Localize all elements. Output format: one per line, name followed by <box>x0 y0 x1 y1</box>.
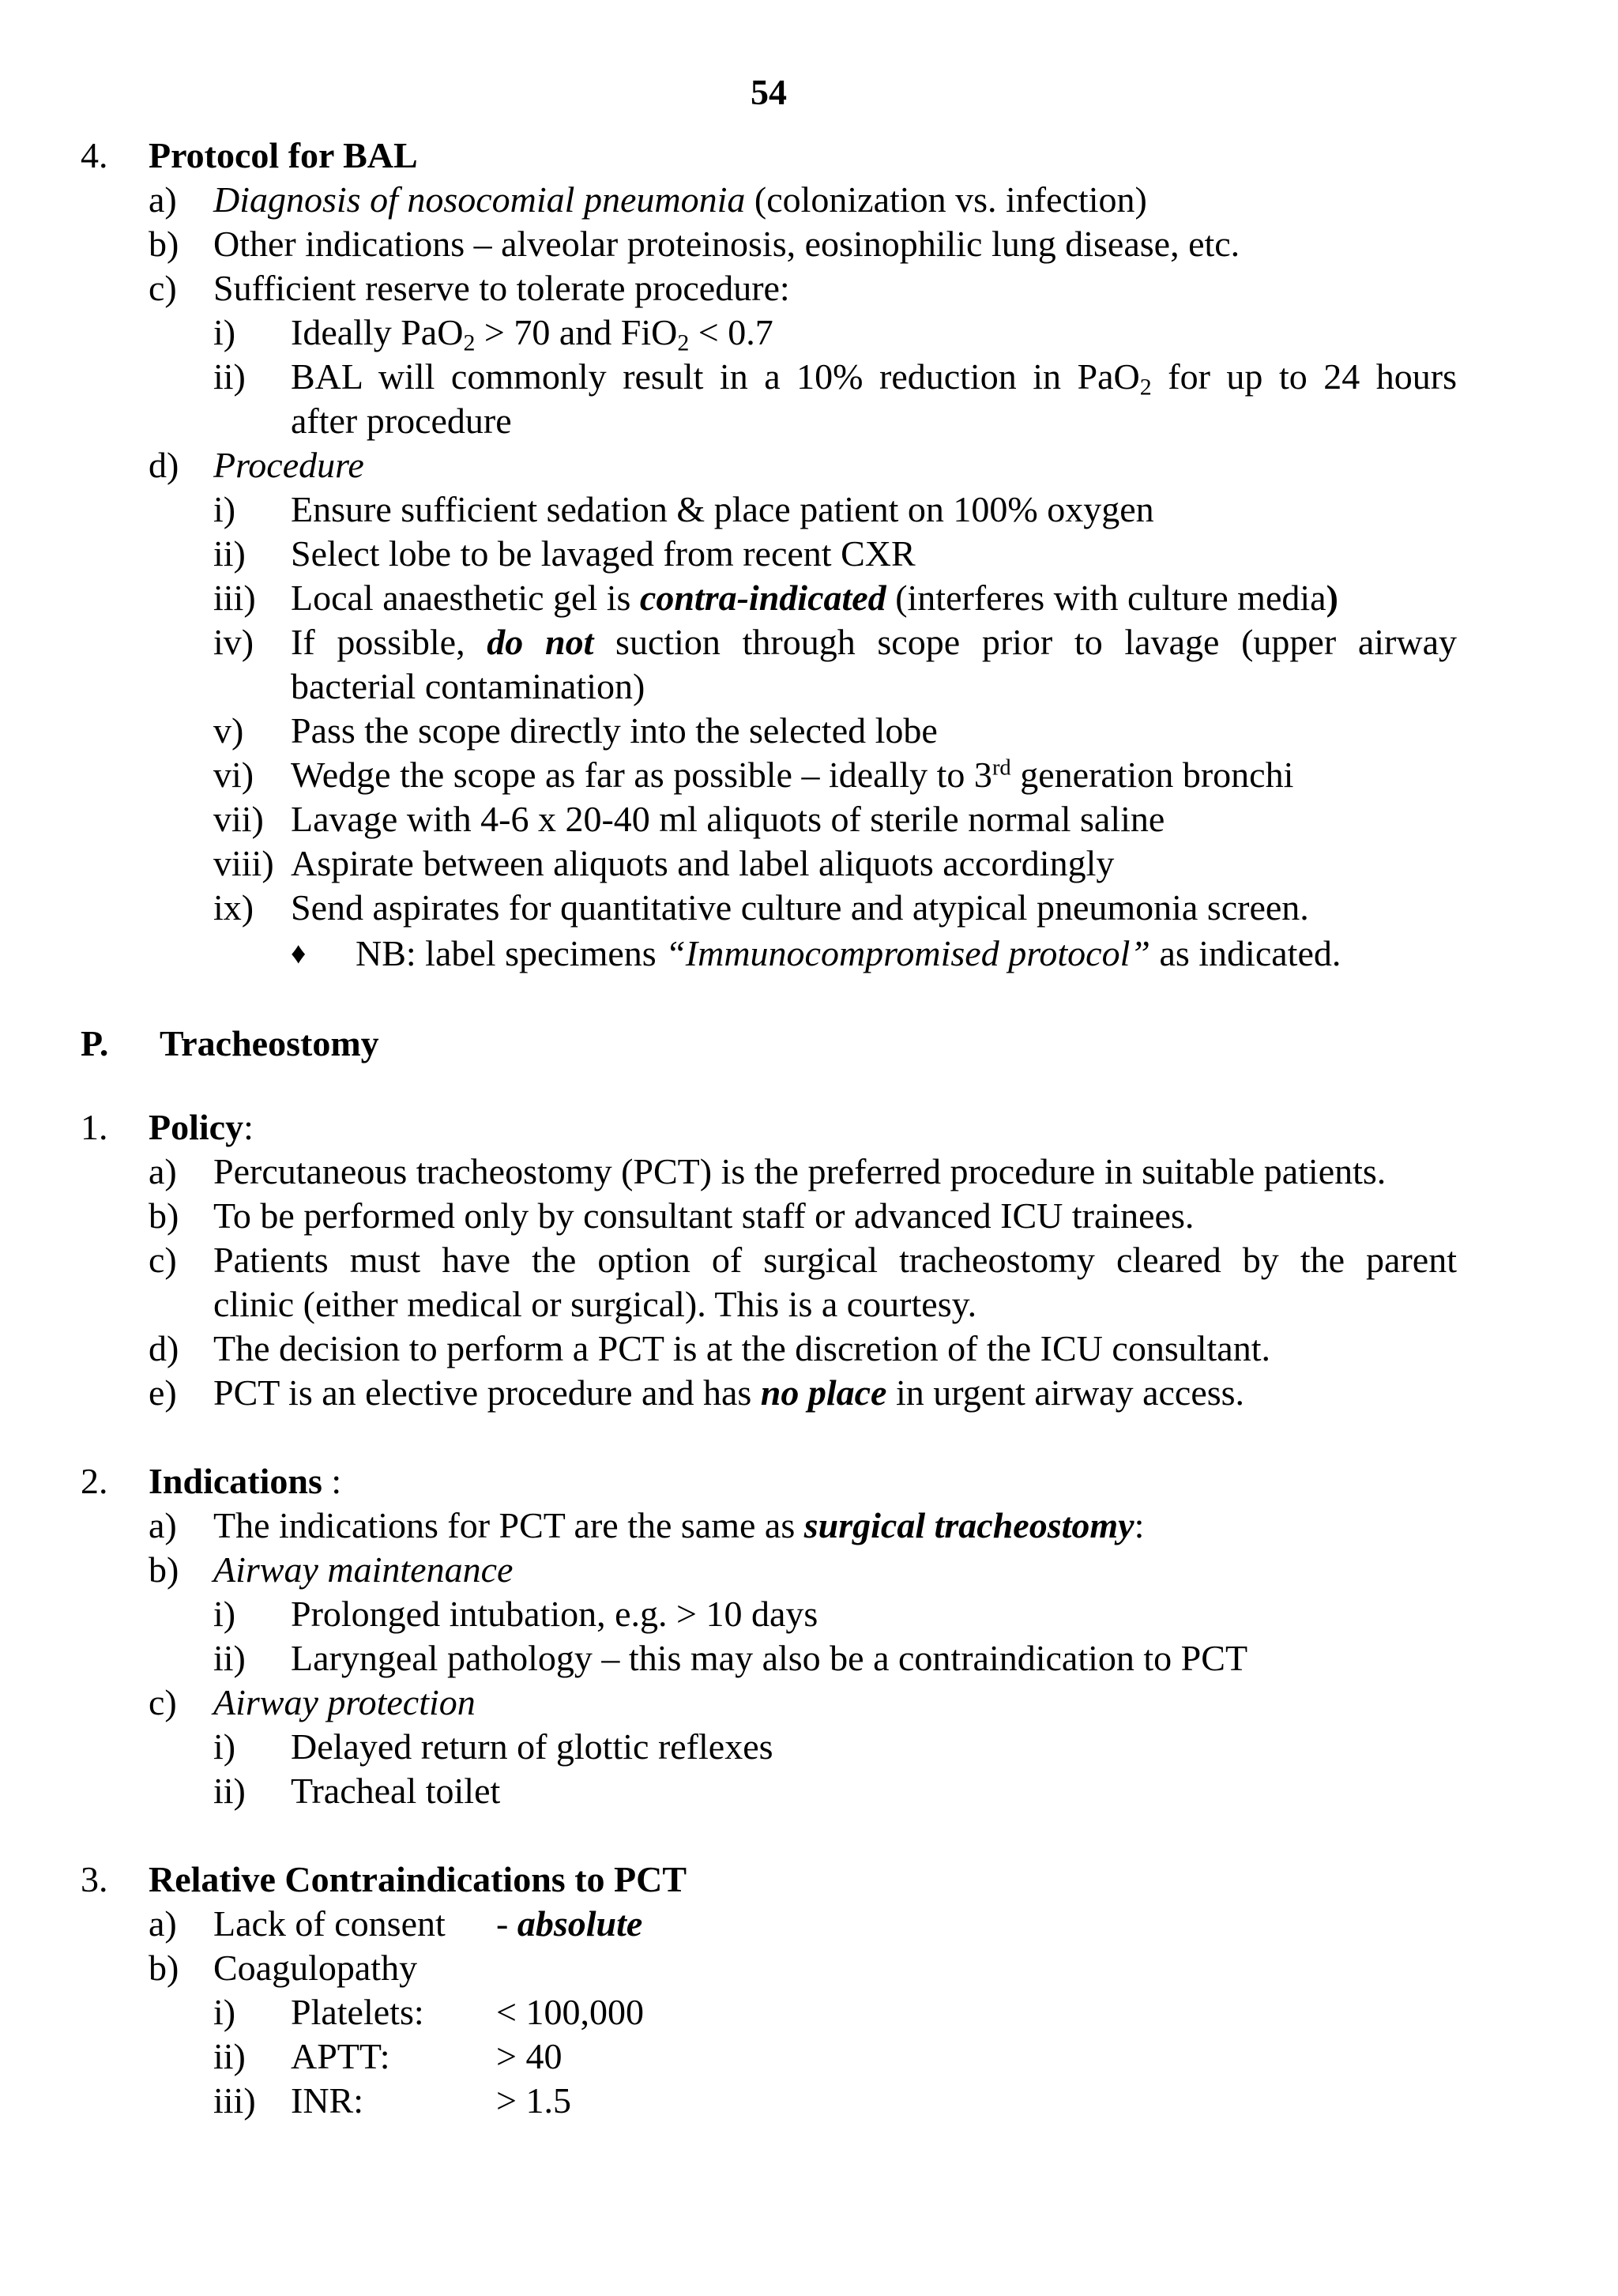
list-item: Patients must have the option of surgical tracheostomy cleared by the parent <box>213 1240 1457 1280</box>
item-marker: a) <box>149 1505 177 1545</box>
list-item: Prolonged intubation, e.g. > 10 days <box>291 1594 818 1634</box>
lab-threshold: > 1.5 <box>496 2080 571 2121</box>
item-marker: iv) <box>213 622 254 662</box>
page-number: 54 <box>751 72 787 112</box>
item-marker: i) <box>213 312 236 352</box>
item-marker: i) <box>213 1594 236 1634</box>
list-item-continuation: bacterial contamination) <box>291 666 645 706</box>
list-item: Lack of consent <box>213 1903 446 1944</box>
section-number: 4. <box>81 135 108 175</box>
list-item: Select lobe to be lavaged from recent CXR <box>291 533 916 574</box>
item-marker: c) <box>149 1240 177 1280</box>
item-marker: b) <box>149 224 179 264</box>
item-marker: vi) <box>213 755 254 795</box>
item-marker: ii) <box>213 356 246 397</box>
emphasis: do not <box>487 622 594 662</box>
item-marker: ix) <box>213 887 254 928</box>
list-item: The indications for PCT are the same as surgical tracheostomy: <box>213 1505 1145 1545</box>
list-item: PCT is an elective procedure and has no place in urgent airway access. <box>213 1372 1245 1413</box>
item-marker: viii) <box>213 843 274 883</box>
lab-label: Platelets: <box>291 1992 424 2032</box>
item-marker: b) <box>149 1195 179 1236</box>
list-item: Sufficient reserve to tolerate procedure: <box>213 268 790 308</box>
list-item: Laryngeal pathology – this may also be a contraindication to PCT <box>291 1638 1248 1678</box>
lab-label: APTT: <box>291 2036 390 2076</box>
list-item: Diagnosis of nosocomial pneumonia (colonization vs. infection) <box>213 179 1147 220</box>
list-item: Local anaesthetic gel is contra-indicated (interferes with culture media) <box>291 578 1338 618</box>
item-marker: e) <box>149 1372 177 1413</box>
list-item-qualifier: - absolute <box>496 1903 643 1944</box>
item-marker: iii) <box>213 578 256 618</box>
section-number: 2. <box>81 1461 108 1501</box>
emphasis: surgical tracheostomy <box>803 1505 1134 1545</box>
list-item-continuation: after procedure <box>291 401 512 441</box>
section-number: 3. <box>81 1859 108 1899</box>
list-item: Send aspirates for quantitative culture and atypical pneumonia screen. <box>291 887 1309 928</box>
emphasis: absolute <box>517 1903 643 1944</box>
list-item: Aspirate between aliquots and label aliquots accordingly <box>291 843 1115 883</box>
item-marker: iii) <box>213 2080 256 2121</box>
item-marker: ii) <box>213 1771 246 1811</box>
item-marker: i) <box>213 1726 236 1767</box>
list-item: Other indications – alveolar proteinosis, eosinophilic lung disease, etc. <box>213 224 1240 264</box>
note: NB: label specimens “Immunocompromised protocol” as indicated. <box>356 933 1341 973</box>
item-marker: v) <box>213 710 244 751</box>
emphasis: contra-indicated <box>639 578 886 618</box>
list-item: To be performed only by consultant staff or advanced ICU trainees. <box>213 1195 1195 1236</box>
subheading: Airway protection <box>213 1682 476 1722</box>
section-heading: Protocol for BAL <box>149 135 418 175</box>
section-heading: Indications : <box>149 1461 342 1501</box>
list-item: Pass the scope directly into the selected lobe <box>291 710 938 751</box>
list-item: Tracheal toilet <box>291 1771 501 1811</box>
section-heading: Relative Contraindications to PCT <box>149 1859 687 1899</box>
item-marker: c) <box>149 1682 177 1722</box>
list-item: BAL will commonly result in a 10% reduction in PaO$_2$ for up to 24 hours <box>291 356 1457 401</box>
list-item: The decision to perform a PCT is at the discretion of the ICU consultant. <box>213 1328 1270 1368</box>
list-item: Coagulopathy <box>213 1948 418 1988</box>
lab-threshold: < 100,000 <box>496 1992 644 2032</box>
list-item: Delayed return of glottic reflexes <box>291 1726 773 1767</box>
emphasis: “Immunocompromised protocol” <box>665 933 1150 973</box>
list-item: Wedge the scope as far as possible – ideally to 3rd generation bronchi <box>291 755 1294 795</box>
list-item: Ensure sufficient sedation & place patient on 100% oxygen <box>291 489 1154 529</box>
section-title: Tracheostomy <box>160 1023 379 1063</box>
emphasis: no place <box>760 1372 887 1413</box>
lab-threshold: > 40 <box>496 2036 563 2076</box>
diamond-bullet-icon: ♦ <box>291 937 307 970</box>
section-number: 1. <box>81 1107 108 1147</box>
subheading: Airway maintenance <box>213 1549 514 1590</box>
list-item-continuation: clinic (either medical or surgical). This is a courtesy. <box>213 1284 977 1324</box>
item-marker: i) <box>213 489 236 529</box>
item-marker: c) <box>149 268 177 308</box>
item-marker: ii) <box>213 533 246 574</box>
item-marker: ii) <box>213 1638 246 1678</box>
list-item: Percutaneous tracheostomy (PCT) is the preferred procedure in suitable patients. <box>213 1151 1387 1191</box>
item-marker: ii) <box>213 2036 246 2076</box>
item-marker: d) <box>149 445 179 485</box>
item-marker: d) <box>149 1328 179 1368</box>
item-marker: b) <box>149 1549 179 1590</box>
list-item: If possible, do not suction through scope prior to lavage (upper airway <box>291 622 1457 662</box>
item-marker: i) <box>213 1992 236 2032</box>
section-letter: P. <box>81 1023 109 1063</box>
item-marker: vii) <box>213 799 264 839</box>
lab-label: INR: <box>291 2080 363 2121</box>
list-item: Ideally PaO$_2$ > 70 and FiO$_2$ < 0.7 <box>291 312 773 356</box>
section-heading: Policy: <box>149 1107 254 1147</box>
item-marker: a) <box>149 1151 177 1191</box>
item-marker: a) <box>149 1903 177 1944</box>
emphasis: Diagnosis of nosocomial pneumonia <box>213 179 746 220</box>
item-marker: b) <box>149 1948 179 1988</box>
subheading: Procedure <box>213 445 364 485</box>
item-marker: a) <box>149 179 177 220</box>
list-item: Lavage with 4-6 x 20-40 ml aliquots of sterile normal saline <box>291 799 1165 839</box>
